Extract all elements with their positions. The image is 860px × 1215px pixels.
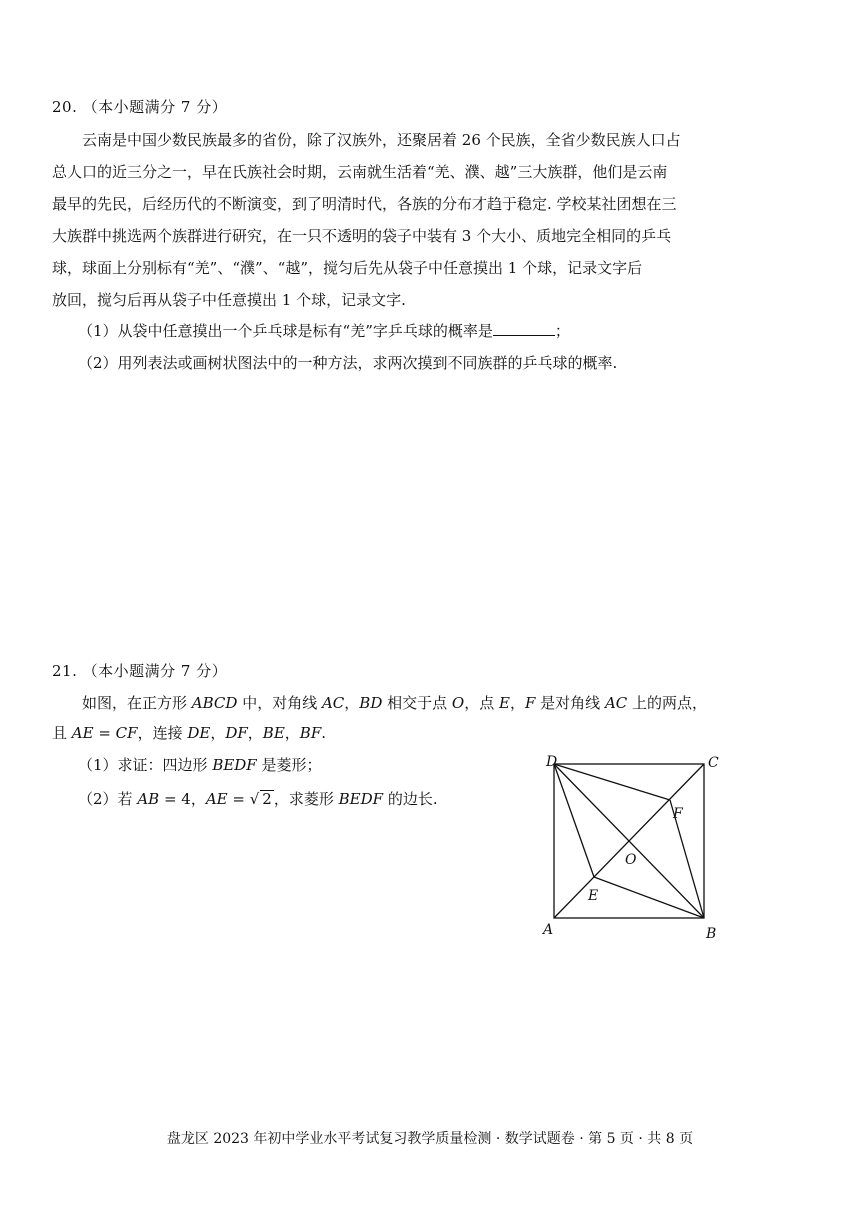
q20-sub1-end: ；: [554, 322, 570, 340]
sqrt-sign: √: [249, 790, 260, 808]
q20-sub1: [78, 320, 570, 341]
math-var: AC: [321, 694, 345, 712]
text-run: 中，对角线: [237, 694, 322, 712]
text-run: ，连接: [137, 724, 188, 742]
math-var: ABCD: [191, 694, 238, 712]
math-var: AC: [604, 694, 628, 712]
text-run: ，: [509, 694, 525, 712]
q20-sub2: （2）用列表法或画树状图法中的一种方法，求两次摸到不同族群的乒乓球的概率.: [78, 354, 618, 372]
label-e: E: [588, 888, 599, 904]
math-var: DF: [225, 724, 248, 742]
label-c: C: [708, 755, 719, 771]
q21-line-2: [52, 722, 326, 743]
q20-line-2: 总人口的近三分之一，早在氏族社会时期，云南就生活着“羌、濮、越”三大族群，他们是云南: [52, 163, 668, 181]
segment-be: [594, 877, 704, 918]
q21-line-1: [82, 692, 707, 713]
math-var: E: [499, 694, 510, 712]
text-run: 如图，在正方形: [82, 694, 192, 712]
text-run: 上的两点，: [627, 694, 708, 712]
math-var: DE: [187, 724, 211, 742]
q20-title: 20. （本小题满分 7 分）: [52, 98, 228, 116]
q20-line-4: 大族群中挑选两个族群进行研究，在一只不透明的袋子中装有 3 个大小、质地完全相同的乒乓: [52, 227, 672, 245]
text-run: 是对角线: [535, 694, 605, 712]
label-f: F: [673, 806, 683, 822]
text-run: .: [321, 724, 327, 742]
q21-sub1: [78, 754, 322, 775]
math-var: O: [451, 694, 465, 712]
text-run: =: [227, 790, 250, 808]
q20-line-6: 放回，搅匀后再从袋子中任意摸出 1 个球，记录文字.: [52, 291, 406, 309]
text-run: 的边长.: [383, 790, 438, 808]
label-b: B: [706, 926, 717, 942]
page-footer: 盘龙区 2023 年初中学业水平考试复习教学质量检测 · 数学试题卷 · 第 5 页 · 共 8 页: [166, 1131, 694, 1147]
text-run: （2）若: [78, 790, 138, 808]
math-var: BE: [262, 724, 285, 742]
math-expr: AE = CF: [71, 724, 138, 742]
math-var: BEDF: [338, 790, 384, 808]
text-run: 是菱形；: [256, 756, 322, 774]
text-run: （1）求证：四边形: [78, 756, 213, 774]
label-a: A: [543, 922, 554, 938]
q20-line-5: 球，球面上分别标有“羌”、“濮”、“越”，搅匀后先从袋子中任意摸出 1 个球，记录文字后: [52, 259, 643, 277]
math-var: BD: [359, 694, 383, 712]
square-diagram: [540, 752, 740, 952]
text-run: 相交于点: [382, 694, 452, 712]
text-run: ，: [344, 694, 360, 712]
text-run: ，: [247, 724, 263, 742]
text-run: ，点: [464, 694, 499, 712]
text-run: 且: [52, 724, 72, 742]
q21-sub2: [78, 788, 438, 809]
answer-blank[interactable]: [493, 321, 555, 336]
sqrt-expression: [250, 790, 274, 808]
label-o: O: [625, 852, 637, 868]
q20-line-3: 最早的先民，后经历代的不断演变，到了明清时代，各族的分布才趋于稳定. 学校某社团想在三: [52, 195, 677, 213]
segment-de: [554, 764, 594, 877]
math-var: AB: [137, 790, 160, 808]
math-var: AE: [205, 790, 228, 808]
q21-title: 21. （本小题满分 7 分）: [52, 662, 228, 680]
math-var: BF: [299, 724, 322, 742]
q20-sub1-text: （1）从袋中任意摸出一个乒乓球是标有“羌”字乒乓球的概率是: [78, 322, 493, 340]
math-var: F: [524, 694, 536, 712]
text-run: ，: [210, 724, 226, 742]
radicand: 2: [262, 790, 272, 808]
math-var: BEDF: [212, 756, 257, 774]
label-d: D: [546, 754, 558, 770]
text-run: ，: [284, 724, 300, 742]
text-run: = 4，: [159, 790, 206, 808]
q20-line-1: 云南是中国少数民族最多的省份，除了汉族外，还聚居着 26 个民族，全省少数民族人口占: [82, 131, 681, 149]
q20-paragraph: [52, 124, 812, 316]
text-run: ，求菱形: [273, 790, 339, 808]
